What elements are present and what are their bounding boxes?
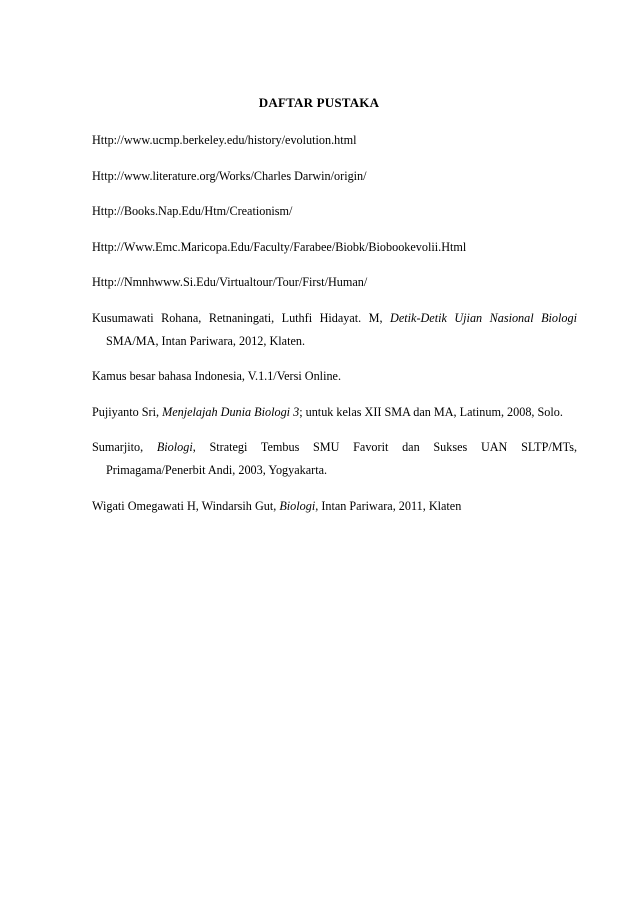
reference-text: Http://www.ucmp.berkeley.edu/history/evolution.html bbox=[92, 133, 357, 147]
reference-entry bbox=[92, 307, 577, 353]
reference-title: Biologi bbox=[156, 440, 193, 454]
reference-text: Http://www.literature.org/Works/Charles Darwin/origin/ bbox=[92, 168, 367, 183]
reference-text: , Strategi Tembus SMU Favorit dan Sukses UAN SLTP/MTs, Primagama/Penerbit Andi, 2003, Yogyakarta. bbox=[106, 440, 578, 477]
reference-title: Menjelajah Dunia Biologi 3 bbox=[162, 404, 300, 419]
reference-title: Detik-Detik Ujian Nasional Biologi bbox=[390, 310, 577, 325]
reference-list bbox=[92, 129, 577, 530]
reference-entry bbox=[92, 495, 577, 518]
reference-text: Pujiyanto Sri, bbox=[92, 404, 163, 419]
reference-text: Kusumawati Rohana, Retnaningati, Luthfi Hidayat. M, bbox=[92, 310, 391, 325]
reference-entry bbox=[92, 129, 577, 152]
reference-text: , Intan Pariwara, 2011, Klaten bbox=[315, 498, 462, 513]
reference-title: Biologi bbox=[279, 498, 316, 513]
reference-text: Http://Nmnhwww.Si.Edu/Virtualtour/Tour/First/Human/ bbox=[92, 275, 368, 289]
reference-entry bbox=[92, 271, 577, 294]
reference-entry bbox=[92, 401, 577, 424]
reference-entry bbox=[92, 165, 577, 188]
reference-entry bbox=[92, 365, 577, 388]
reference-entry bbox=[92, 236, 577, 259]
reference-text: Sumarjito, bbox=[92, 440, 157, 454]
page-title: DAFTAR PUSTAKA bbox=[258, 95, 380, 110]
reference-entry bbox=[92, 200, 577, 223]
reference-text: SMA/MA, Intan Pariwara, 2012, Klaten. bbox=[106, 333, 306, 348]
reference-text: Http://Www.Emc.Maricopa.Edu/Faculty/Farabee/Biobk/Biobookevolii.Html bbox=[92, 239, 467, 254]
reference-text: ; untuk kelas XII SMA dan MA, Latinum, 2008, Solo. bbox=[299, 404, 563, 419]
reference-entry bbox=[92, 436, 577, 482]
reference-text: Http://Books.Nap.Edu/Htm/Creationism/ bbox=[92, 204, 293, 218]
reference-text: Kamus besar bahasa Indonesia, V.1.1/Versi Online. bbox=[92, 369, 342, 383]
reference-text: Wigati Omegawati H, Windarsih Gut, bbox=[92, 498, 280, 513]
